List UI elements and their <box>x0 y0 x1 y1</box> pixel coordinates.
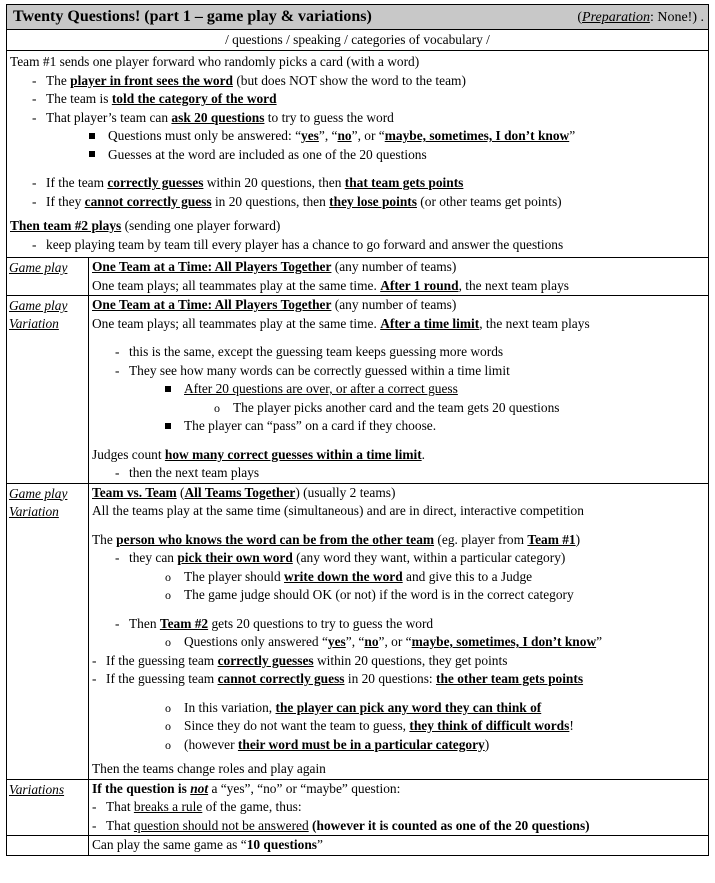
intro-rules <box>7 51 708 258</box>
team-vs-team-row <box>7 484 708 780</box>
circle-bullet-icon: o <box>165 635 171 649</box>
rule-line: - If they cannot correctly guess in 20 questions, then they lose points (or other teams get points) <box>32 193 562 209</box>
extra-variation-row <box>7 836 708 855</box>
row-label: Game play <box>7 258 89 295</box>
circle-bullet-icon: o <box>214 400 220 415</box>
rule-subline: Guesses at the word are included as one of the 20 questions <box>10 146 704 165</box>
rule-line: - The player in front sees the word (but does NOT show the word to the team) <box>32 72 466 88</box>
row-label <box>7 836 89 855</box>
preparation-note: (Preparation: None!) . <box>577 10 704 25</box>
rule-subline: Questions must only be answered: “yes”, “no”, or “maybe, sometimes, I don’t know” <box>10 127 704 146</box>
row-content: Team vs. Team (All Teams Together) (usually 2 teams) All the teams play at the same time (simultaneous) and are in direct, interactive competition The person who knows the word can be from the other team (eg. player from Team #1) - they can pick their own word (any word they want, within a particular category) o The player should write down the word and give this to a Judge o The game judge should OK (or not) if the word is in the correct category - Then Team #2 gets 20 questions to try to guess the word o Questions only answered “yes”, “no”, or “maybe, sometimes, I don’t know” - If the guessing team correctly guesses within 20 questions, they get points - If the guessing team cannot correctly guess in 20 questions: the other team gets points o In this variation, the player can pick any word they can think of o Since they do not want the team to guess, they think of difficult words! o (however their word must be in a particular category) Then the teams change roles and play again <box>92 484 603 776</box>
square-bullet-icon <box>165 386 171 392</box>
game-play-variation-row <box>7 296 708 484</box>
square-bullet-icon <box>165 423 171 429</box>
preparation-label: Preparation <box>582 10 650 25</box>
row-content: One Team at a Time: All Players Together (any number of teams) One team plays; all teammates play at the same time. After 1 round, the next team plays <box>92 259 570 293</box>
circle-bullet-icon: o <box>165 700 171 715</box>
row-label: Game play Variation <box>7 296 89 483</box>
row-content: Can play the same game as “10 questions” <box>92 837 323 852</box>
variations-row <box>7 780 708 837</box>
row-label: Game play Variation <box>7 484 89 779</box>
rule-line: Then team #2 plays (sending one player forward) <box>10 218 281 233</box>
circle-bullet-icon: o <box>165 737 171 752</box>
circle-bullet-icon: o <box>165 588 171 602</box>
circle-bullet-icon: o <box>165 569 171 584</box>
title-bar <box>7 5 708 30</box>
circle-bullet-icon: o <box>165 719 171 733</box>
row-content: If the question is not a “yes”, “no” or “maybe” question: - That breaks a rule of the game, thus: - That question should not be answered (however it is counted as one of the 20 questions) <box>92 780 590 833</box>
rule-line: - The team is told the category of the word <box>32 91 277 106</box>
rule-line: - That player’s team can ask 20 questions to try to guess the word <box>32 109 394 125</box>
square-bullet-icon <box>89 151 95 157</box>
row-content: One Team at a Time: All Players Together (any number of teams) One team plays; all teammates play at the same time. After a time limit, the next team plays - this is the same, except the guessing team keeps guessing more words - They see how many words can be correctly guessed within a time limit After 20 questions are over, or after a correct guess o The player picks another card and the team gets 20 questions The player can “pass” on a card if they choose. Judges count how many correct guesses within a time limit. - then the next team plays <box>92 297 590 480</box>
row-label: Variations <box>7 780 89 836</box>
square-bullet-icon <box>89 133 95 139</box>
rule-line: - keep playing team by team till every player has a chance to go forward and answer the questions <box>32 236 564 252</box>
rule-line: Team #1 sends one player forward who randomly picks a card (with a word) <box>10 54 420 69</box>
game-play-row <box>7 258 708 296</box>
rule-line: - If the team correctly guesses within 20 questions, then that team gets points <box>32 175 464 190</box>
page-title: Twenty Questions! (part 1 – game play & variations) <box>13 8 372 25</box>
topic-categories: / questions / speaking / categories of vocabulary / <box>7 30 708 51</box>
preparation-value: None! <box>657 10 693 25</box>
worksheet-document <box>6 4 709 856</box>
